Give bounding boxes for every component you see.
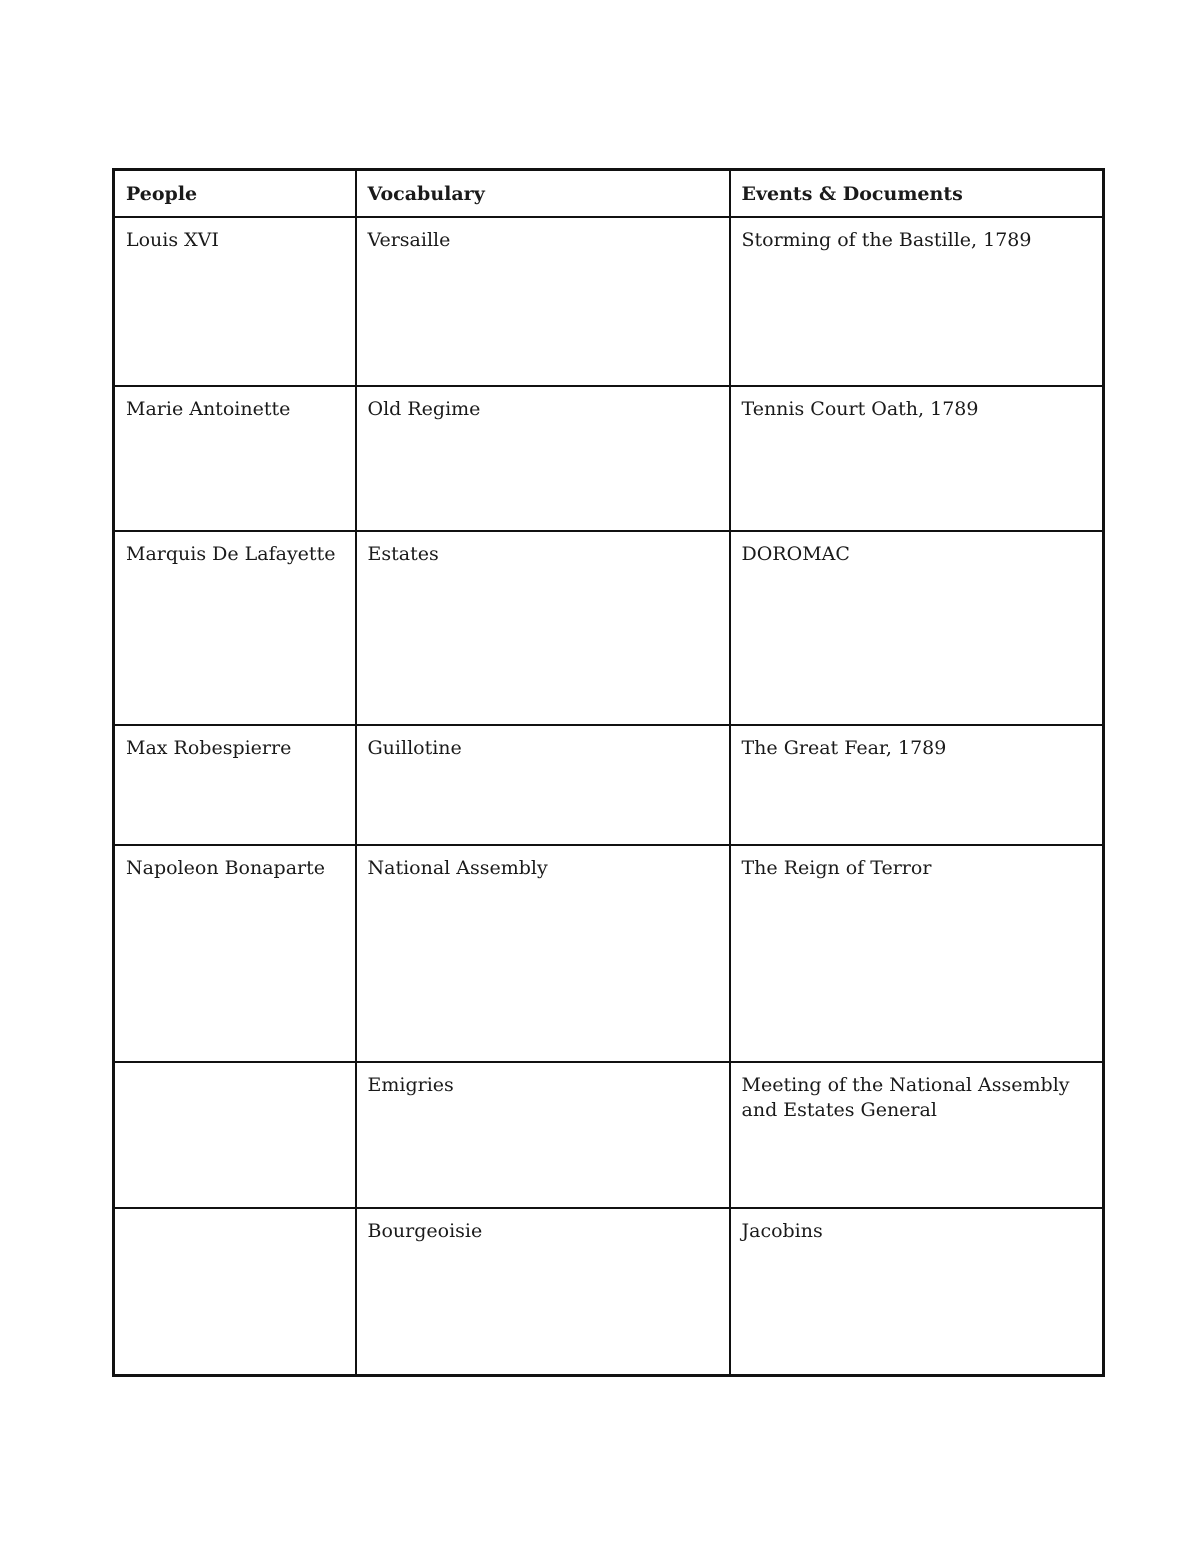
header-row: [114, 170, 1104, 217]
table-row: [114, 845, 1104, 1062]
event-cell: The Great Fear, 1789: [730, 725, 1104, 845]
people-cell: [114, 1062, 356, 1208]
people-cell: [114, 1208, 356, 1376]
event-cell: The Reign of Terror: [730, 845, 1104, 1062]
people-cell: Napoleon Bonaparte: [114, 845, 356, 1062]
event-cell: DOROMAC: [730, 531, 1104, 725]
header-people: People: [114, 170, 356, 217]
people-cell: Max Robespierre: [114, 725, 356, 845]
vocabulary-cell: Emigries: [356, 1062, 730, 1208]
event-cell: Meeting of the National Assembly and Estates General: [730, 1062, 1104, 1208]
table-row: [114, 386, 1104, 531]
table-row: [114, 1208, 1104, 1376]
header-vocabulary: Vocabulary: [356, 170, 730, 217]
table-row: [114, 217, 1104, 386]
vocabulary-cell: Estates: [356, 531, 730, 725]
vocabulary-cell: Guillotine: [356, 725, 730, 845]
event-cell: Jacobins: [730, 1208, 1104, 1376]
vocabulary-cell: Bourgeoisie: [356, 1208, 730, 1376]
table-row: [114, 725, 1104, 845]
table-row: [114, 531, 1104, 725]
vocabulary-worksheet-table: [112, 168, 1105, 1377]
vocabulary-cell: Versaille: [356, 217, 730, 386]
people-cell: Marie Antoinette: [114, 386, 356, 531]
event-cell: Tennis Court Oath, 1789: [730, 386, 1104, 531]
event-cell: Storming of the Bastille, 1789: [730, 217, 1104, 386]
vocabulary-cell: Old Regime: [356, 386, 730, 531]
table-row: [114, 1062, 1104, 1208]
people-cell: Marquis De Lafayette: [114, 531, 356, 725]
people-cell: Louis XVI: [114, 217, 356, 386]
header-events-documents: Events & Documents: [730, 170, 1104, 217]
vocabulary-cell: National Assembly: [356, 845, 730, 1062]
